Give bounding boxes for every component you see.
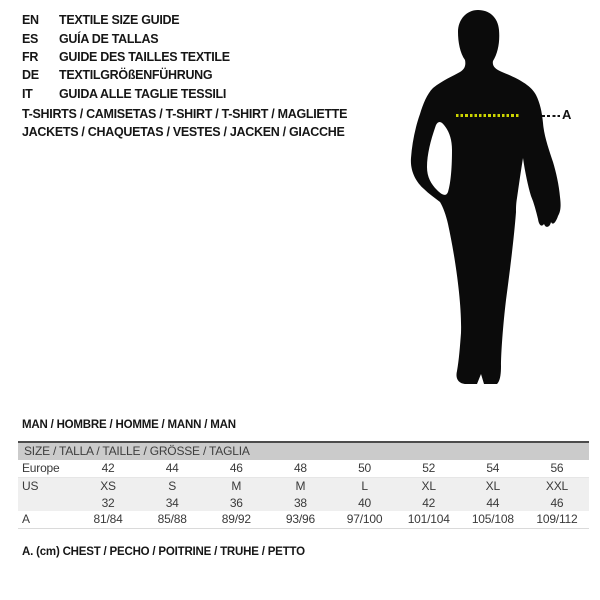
table-cell: 109/112 [536,512,578,527]
measurement-footnote: A. (cm) CHEST / PECHO / POITRINE / TRUHE / PETTO [22,546,305,558]
table-cell: M [204,477,268,494]
language-title: GUÍA DE TALLAS [59,31,159,46]
language-list [22,11,230,103]
table-cell: 44 [461,494,525,511]
language-title: GUIDE DES TAILLES TEXTILE [59,49,230,64]
row-label: A [22,512,30,527]
table-cell: 46 [204,460,268,477]
row-label: Europe [18,460,76,477]
language-title: TEXTILE SIZE GUIDE [59,13,180,28]
language-title: GUIDA ALLE TAGLIE TESSILI [59,86,227,101]
table-cell: 54 [461,460,525,477]
language-code: FR [22,49,39,64]
language-code: IT [22,86,33,101]
table-cell: 34 [140,494,204,511]
language-row-fr [22,48,230,66]
man-silhouette-figure [405,8,600,400]
size-table-header: SIZE / TALLA / TAILLE / GRÖSSE / TAGLIA [18,441,589,460]
table-cell: M [268,477,332,494]
table-cell: 32 [76,494,140,511]
product-category-lines [22,106,347,141]
table-cell: 56 [525,460,589,477]
table-cell: 101/104 [407,512,450,527]
language-code: ES [22,31,39,46]
table-cell: 85/88 [157,512,187,527]
table-cell: 105/108 [471,512,514,527]
language-code: EN [22,13,39,28]
table-cell: 52 [397,460,461,477]
product-line-tshirts: T-SHIRTS / CAMISETAS / T-SHIRT / T-SHIRT / MAGLIETTE [22,107,348,121]
language-row-en [22,11,230,29]
measurement-a-label: A [562,107,572,122]
table-row-us-numbers [18,494,589,511]
table-cell: XL [461,477,525,494]
table-cell: 93/96 [285,512,315,527]
table-cell: S [140,477,204,494]
language-row-it [22,85,230,103]
man-silhouette-icon [405,8,575,398]
row-label: US [18,477,76,494]
language-row-de [22,66,230,84]
size-table [18,441,589,529]
language-title: TEXTILGRÖßENFÜHRUNG [59,68,213,83]
table-cell: 48 [268,460,332,477]
size-table-grid [18,460,589,529]
table-cell: 38 [268,494,332,511]
language-row-es [22,29,230,47]
table-cell: 42 [397,494,461,511]
section-title-man: MAN / HOMBRE / HOMME / MANN / MAN [22,419,236,431]
table-row-chest-a [18,511,589,528]
table-cell: 81/84 [93,512,123,527]
table-cell: 40 [333,494,397,511]
table-cell: 36 [204,494,268,511]
table-row-us-letters [18,477,589,494]
product-line-jackets: JACKETS / CHAQUETAS / VESTES / JACKEN / GIACCHE [22,124,345,139]
table-cell: 42 [76,460,140,477]
table-cell: 44 [140,460,204,477]
table-cell: 89/92 [221,512,251,527]
chest-measure-dashes-on-body [456,114,520,117]
row-label [18,494,76,511]
table-cell: XXL [525,477,589,494]
table-cell: 97/100 [346,512,383,527]
table-cell: L [333,477,397,494]
table-cell: 50 [333,460,397,477]
language-code: DE [22,68,39,83]
chest-measure-dashes-leader [542,115,560,117]
table-cell: 46 [525,494,589,511]
table-row-europe [18,460,589,477]
table-cell: XL [397,477,461,494]
table-cell: XS [76,477,140,494]
